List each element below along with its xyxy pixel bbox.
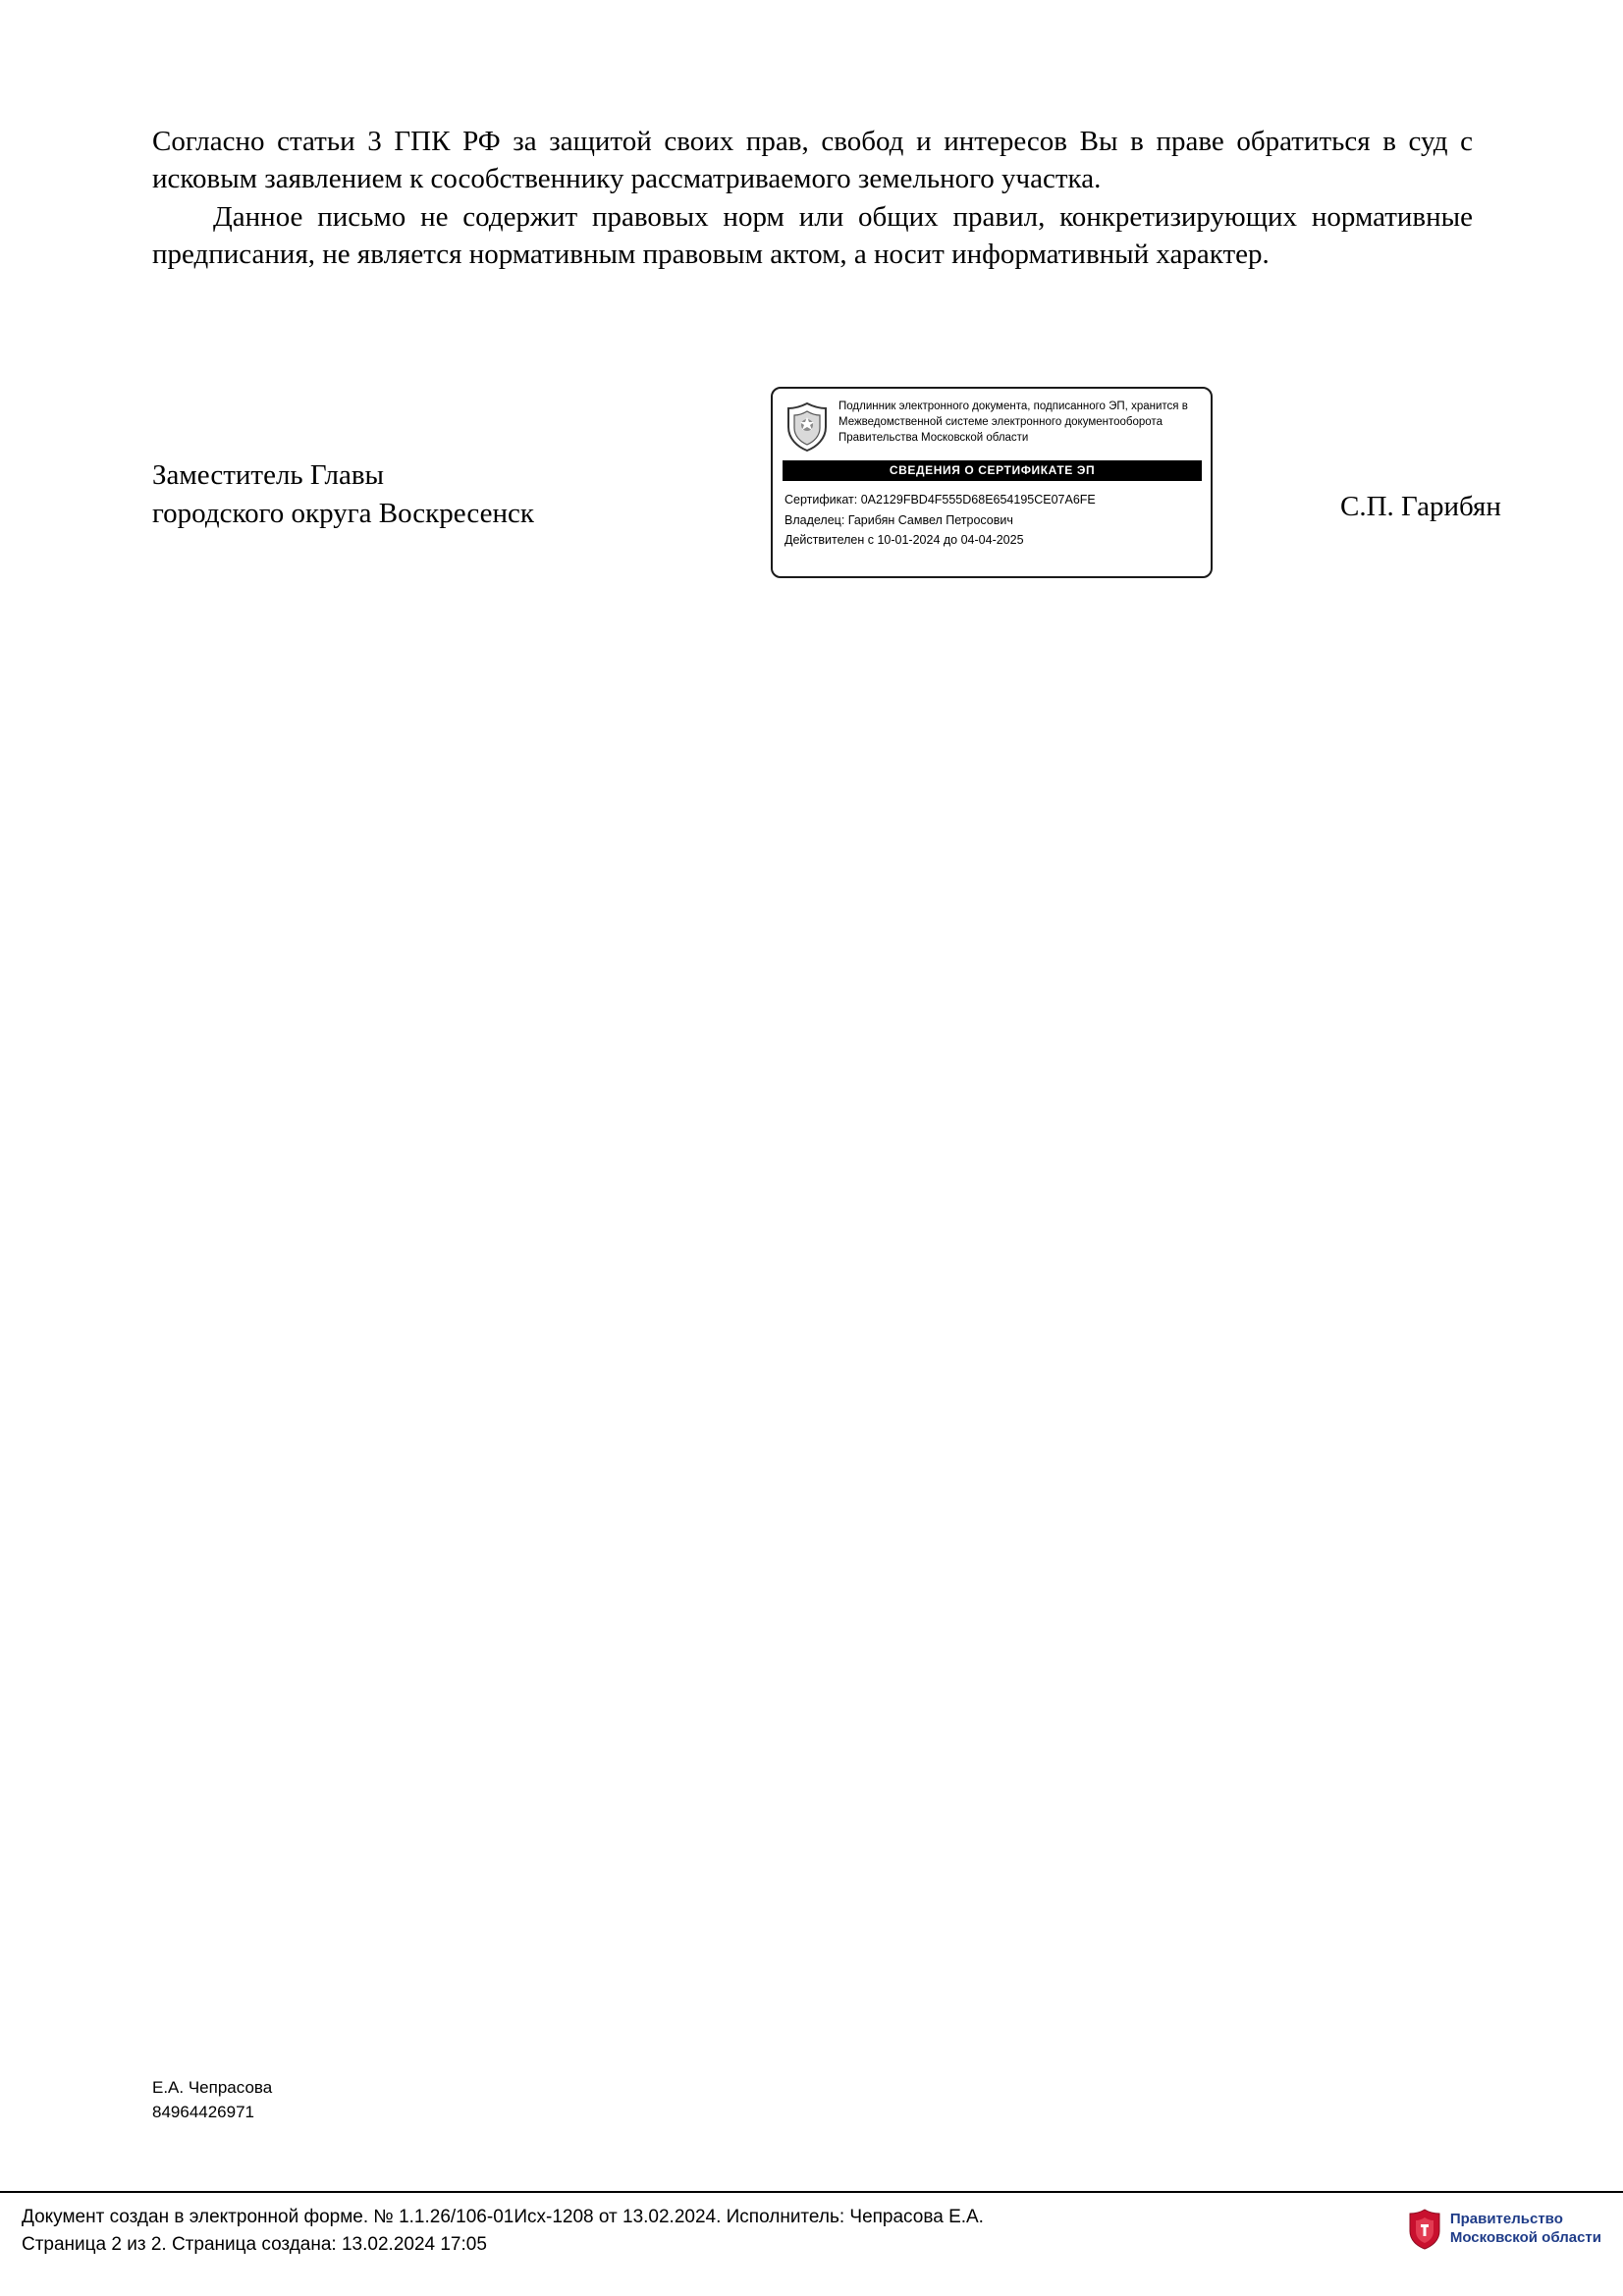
stamp-header-row: [773, 389, 1211, 453]
footer-logo: [1408, 2209, 1601, 2250]
footer-logo-line-2: Московской области: [1449, 2229, 1601, 2246]
signatory-name: С.П. Гарибян: [1340, 491, 1501, 522]
footer-line-2: Страница 2 из 2. Страница создана: 13.02.2024 17:05: [22, 2233, 487, 2255]
stamp-validity: Действителен с 10-01-2024 до 04-04-2025: [784, 533, 1024, 548]
footer-line-1: Документ создан в электронной форме. № 1.1.26/106-01Исх-1208 от 13.02.2024. Исполнитель: Чепрасова Е.А.: [22, 2207, 984, 2227]
signatory-position: [152, 456, 534, 533]
executor-block: [152, 2076, 272, 2124]
paragraph-1: Согласно статьи 3 ГПК РФ за защитой своих прав, свобод и интересов Вы в праве обратиться в суд с исковым заявлением к сособственнику рассматриваемого земельного участка.: [152, 126, 1473, 195]
executor-phone: 84964426971: [152, 2102, 255, 2121]
footer-logo-line-1: Правительство: [1449, 2211, 1563, 2228]
coat-of-arms-icon: [784, 401, 830, 453]
signatory-position-line-1: Заместитель Главы: [152, 459, 385, 491]
moscow-region-coat-of-arms-icon: [1408, 2209, 1441, 2250]
executor-name: Е.А. Чепрасова: [152, 2078, 273, 2097]
electronic-signature-stamp: [771, 387, 1213, 578]
stamp-details: [773, 481, 1211, 551]
footer-text: [22, 2204, 984, 2258]
signatory-position-line-2: городского округа Воскресенск: [152, 498, 534, 530]
stamp-owner: Владелец: Гарибян Самвел Петросович: [784, 512, 1013, 527]
footer-divider: [0, 2191, 1623, 2193]
stamp-header-text: Подлинник электронного документа, подписанного ЭП, хранится в Межведомственной системе электронного документооборота Правительства Московской области: [839, 400, 1188, 444]
paragraph-2: Данное письмо не содержит правовых норм или общих правил, конкретизирующих нормативные предписания, не является нормативным правовым актом, а носит информативный характер.: [152, 200, 1473, 270]
document-body: [152, 123, 1473, 273]
stamp-bar-title: СВЕДЕНИЯ О СЕРТИФИКАТЕ ЭП: [783, 460, 1202, 481]
footer-logo-text: [1450, 2211, 1601, 2248]
stamp-certificate: Сертификат: 0A2129FBD4F555D68E654195CE07A6FE: [784, 493, 1096, 507]
